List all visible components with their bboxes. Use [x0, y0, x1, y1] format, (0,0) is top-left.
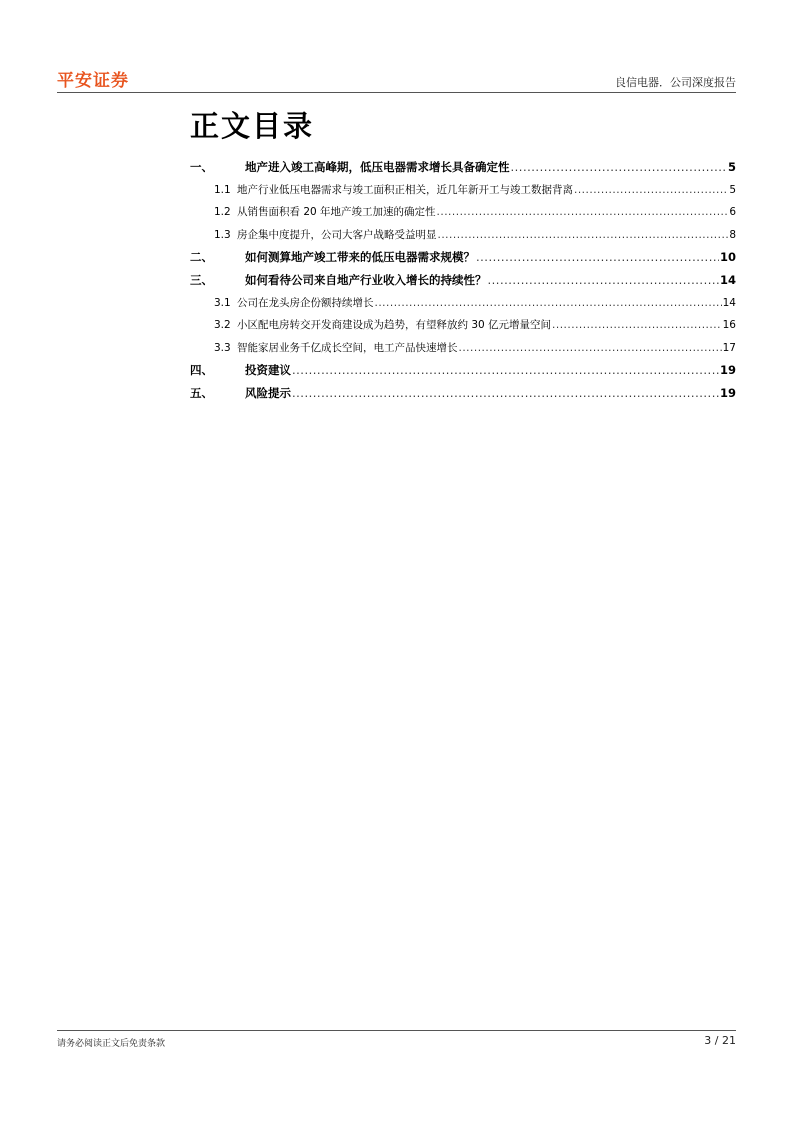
- toc-entry[interactable]: [190, 337, 736, 360]
- toc-leader-dots: [438, 224, 729, 247]
- toc-entry-number: 1.1: [214, 183, 231, 196]
- toc-entry[interactable]: [190, 292, 736, 315]
- toc-entry-page: 19: [719, 363, 736, 378]
- document-title: 良信电器．公司深度报告: [615, 76, 736, 89]
- toc-entry[interactable]: [190, 246, 736, 269]
- page-title: 正文目录: [190, 109, 315, 143]
- toc-entry-page: 10: [719, 250, 736, 265]
- toc-entry[interactable]: [190, 156, 736, 179]
- toc-entry-number: 五、: [190, 385, 213, 400]
- toc-entry-number: 3.1: [214, 296, 231, 309]
- footer-divider: [57, 1030, 736, 1031]
- toc-entry[interactable]: [190, 314, 736, 337]
- toc-entry[interactable]: [190, 359, 736, 382]
- toc-entry-page: 8: [729, 228, 736, 241]
- toc-leader-dots: [476, 246, 719, 269]
- toc-entry-title: 如何看待公司来自地产行业收入增长的持续性？: [245, 272, 487, 287]
- toc-entry[interactable]: [190, 179, 736, 202]
- header-divider: [57, 92, 736, 93]
- footer-disclaimer: 请务必阅读正文后免责条款: [57, 1039, 166, 1049]
- toc-entry[interactable]: [190, 201, 736, 224]
- toc-entry-title: 地产进入竣工高峰期，低压电器需求增长具备确定性: [245, 160, 510, 174]
- toc-leader-dots: [292, 382, 719, 405]
- toc-entry[interactable]: [190, 224, 736, 247]
- toc-entry-number: 3.2: [214, 319, 231, 332]
- toc-entry-title: 公司在龙头房企份额持续增长: [237, 296, 374, 309]
- toc-entry-page: 14: [722, 296, 736, 309]
- toc-entry-title: 小区配电房转交开发商建设成为趋势，有望释放约 30 亿元增量空间: [237, 319, 552, 332]
- toc-entry-title: 智能家居业务千亿成长空间，电工产品快速增长: [237, 341, 458, 354]
- toc-entry-number: 一、: [190, 160, 213, 174]
- toc-entry-number: 1.3: [214, 228, 231, 241]
- toc-leader-dots: [437, 201, 729, 224]
- toc-entry-page: 17: [722, 341, 736, 354]
- toc-leader-dots: [574, 179, 728, 202]
- toc-leader-dots: [375, 292, 722, 315]
- toc-entry-title: 投资建议: [245, 363, 291, 378]
- toc-entry-title: 地产行业低压电器需求与竣工面积正相关，近几年新开工与竣工数据背离: [237, 183, 573, 196]
- toc-entry-page: 6: [729, 206, 736, 219]
- toc-leader-dots: [292, 359, 719, 382]
- toc-entry[interactable]: [190, 382, 736, 405]
- toc-entry-number: 四、: [190, 363, 213, 378]
- table-of-contents: [190, 156, 736, 405]
- toc-leader-dots: [488, 269, 719, 292]
- toc-entry-page: 5: [727, 160, 736, 174]
- toc-entry-title: 风险提示: [245, 385, 291, 400]
- toc-entry-page: 5: [729, 183, 736, 196]
- toc-leader-dots: [511, 156, 727, 179]
- toc-entry-title: 从销售面积看 20 年地产竣工加速的确定性: [237, 206, 436, 219]
- toc-leader-dots: [459, 337, 722, 360]
- toc-entry[interactable]: [190, 269, 736, 292]
- toc-leader-dots: [552, 314, 722, 337]
- toc-entry-page: 16: [722, 319, 736, 332]
- page-indicator: 3 / 21: [704, 1034, 736, 1047]
- toc-entry-number: 3.3: [214, 341, 231, 354]
- toc-entry-number: 1.2: [214, 206, 231, 219]
- company-logo: 平安证券: [57, 71, 129, 91]
- toc-entry-number: 二、: [190, 250, 213, 265]
- toc-entry-page: 14: [719, 272, 736, 287]
- toc-entry-title: 如何测算地产竣工带来的低压电器需求规模？: [245, 250, 475, 265]
- toc-entry-page: 19: [719, 385, 736, 400]
- toc-entry-title: 房企集中度提升，公司大客户战略受益明显: [237, 228, 437, 241]
- toc-entry-number: 三、: [190, 272, 213, 287]
